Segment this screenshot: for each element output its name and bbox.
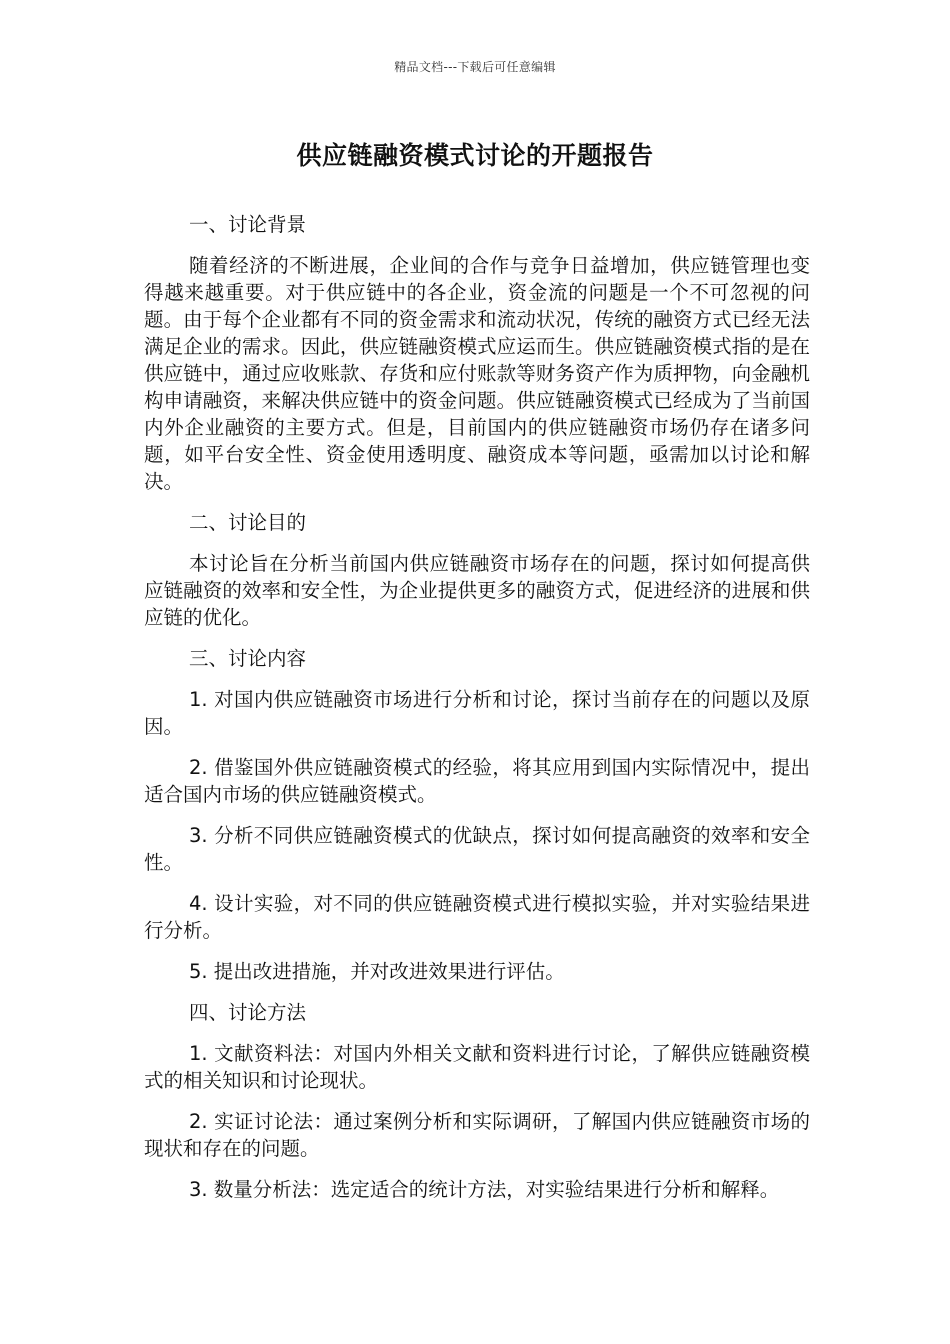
header-note: 精品文档---下载后可任意编辑 [394,60,556,74]
content-item: 1. 对国内供应链融资市场进行分析和讨论，探讨当前存在的问题以及原因。 [144,688,810,738]
content-item: 2. 借鉴国外供应链融资模式的经验，将其应用到国内实际情况中，提出适合国内市场的供应链融资模式。 [144,756,810,806]
background-paragraph: 随着经济的不断进展，企业间的合作与竞争日益增加，供应链管理也变得越来越重要。对于供应链中的各企业，资金流的问题是一个不可忽视的问题。由于每个企业都有不同的资金需求和流动状况，传统的融资方式已经无法满足企业的需求。因此，供应链融资模式应运而生。供应链融资模式指的是在供应链中，通过应收账款、存货和应付账款等财务资产作为质押物，向金融机构申请融资，来解决供应链中的资金问题。供应链融资模式已经成为了当前国内外企业融资的主要方式。但是，目前国内的供应链融资市场仍存在诸多问题，如平台安全性、资金使用透明度、融资成本等问题，亟需加以讨论和解决。 [144,254,810,493]
section-heading-purpose: 二、讨论目的 [189,511,307,534]
document-body [144,211,810,1217]
section-heading-content: 三、讨论内容 [189,647,307,670]
purpose-paragraph: 本讨论旨在分析当前国内供应链融资市场存在的问题，探讨如何提高供应链融资的效率和安全性，为企业提供更多的融资方式，促进经济的进展和供应链的优化。 [144,552,810,629]
content-item: 4. 设计实验，对不同的供应链融资模式进行模拟实验，并对实验结果进行分析。 [144,892,810,942]
content-item: 3. 分析不同供应链融资模式的优缺点，探讨如何提高融资的效率和安全性。 [144,824,810,874]
content-item: 5. 提出改进措施，并对改进效果进行评估。 [189,960,565,983]
document-title: 供应链融资模式讨论的开题报告 [296,141,654,170]
method-item: 3. 数量分析法：选定适合的统计方法，对实验结果进行分析和解释。 [189,1178,780,1201]
section-heading-background: 一、讨论背景 [189,213,307,236]
section-heading-method: 四、讨论方法 [189,1001,307,1024]
method-item: 2. 实证讨论法：通过案例分析和实际调研，了解国内供应链融资市场的现状和存在的问题。 [144,1110,810,1160]
method-item: 1. 文献资料法：对国内外相关文献和资料进行讨论，了解供应链融资模式的相关知识和讨论现状。 [144,1042,810,1092]
